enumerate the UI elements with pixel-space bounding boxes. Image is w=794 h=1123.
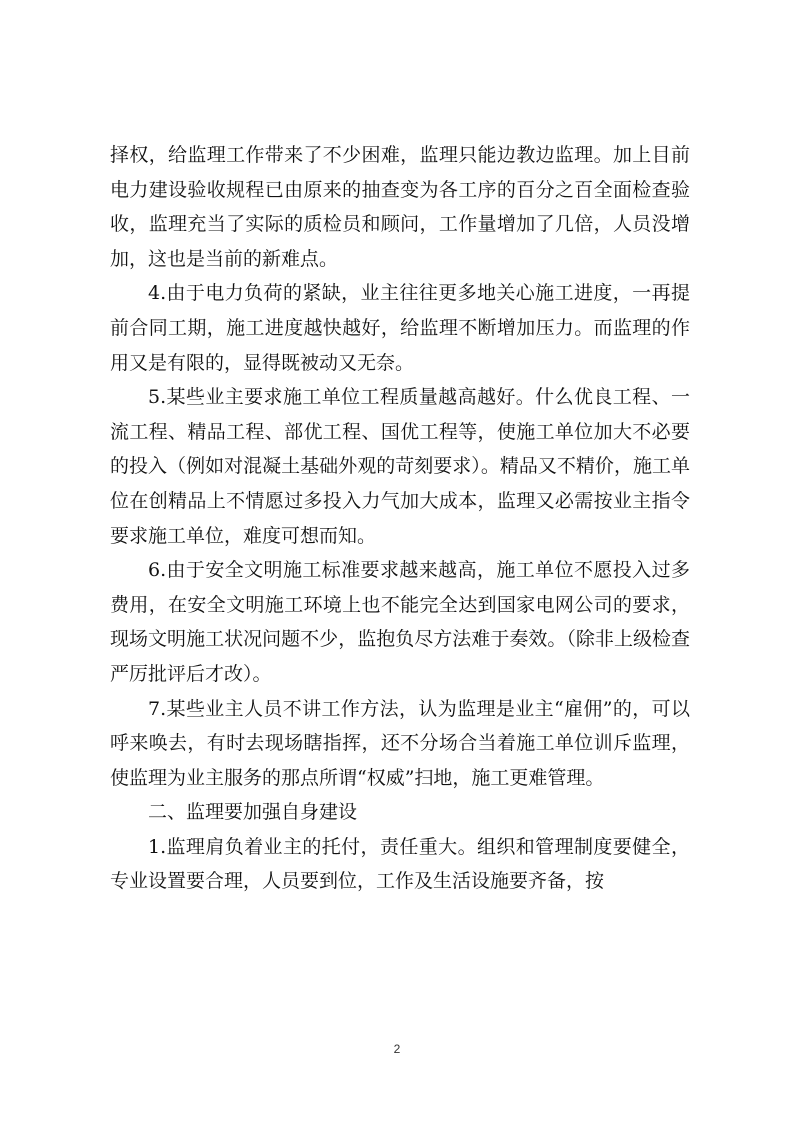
paragraph-3: 5.某些业主要求施工单位工程质量越高越好。什么优良工程、一流工程、精品工程、部优工程、国优工程等，使施工单位加大不必要的投入（例如对混凝土基础外观的苛刻要求）。精品又不精价，施工单位在创精品上不情愿过多投入力气加大成本，监理又必需按业主指令要求施工单位，难度可想而知。 — [110, 386, 690, 547]
paragraph-6: 1.监理肩负着业主的托付，责任重大。组织和管理制度要健全，专业设置要合理，人员要到位，工作及生活设施要齐备，按 — [110, 835, 690, 893]
paragraph-2: 4.由于电力负荷的紧缺，业主往往更多地关心施工进度，一再提前合同工期，施工进度越快越好，给监理不断增加压力。而监理的作用又是有限的，显得既被动又无奈。 — [110, 282, 690, 374]
section-heading: 二、监理要加强自身建设 — [148, 801, 358, 824]
paragraph-5: 7.某些业主人员不讲工作方法，认为监理是业主“雇佣”的，可以呼来唤去，有时去现场瞎指挥，还不分场合当着施工单位训斥监理，使监理为业主服务的那点所谓“权威”扫地，施工更难管理。 — [110, 697, 690, 789]
paragraph-4: 6.由于安全文明施工标准要求越来越高，施工单位不愿投入过多费用，在安全文明施工环境上也不能完全达到国家电网公司的要求，现场文明施工状况问题不少，监抱负尽方法难于奏效。（除非上级检查严厉批评后才改）。 — [110, 559, 690, 685]
paragraph-1: 择权，给监理工作带来了不少困难，监理只能边教边监理。加上目前电力建设验收规程已由原来的抽查变为各工序的百分之百全面检查验收，监理充当了实际的质检员和顾问，工作量增加了几倍，人员没增加，这也是当前的新难点。 — [110, 144, 690, 270]
document-body — [110, 138, 690, 899]
page-number: 2 — [393, 1042, 401, 1056]
